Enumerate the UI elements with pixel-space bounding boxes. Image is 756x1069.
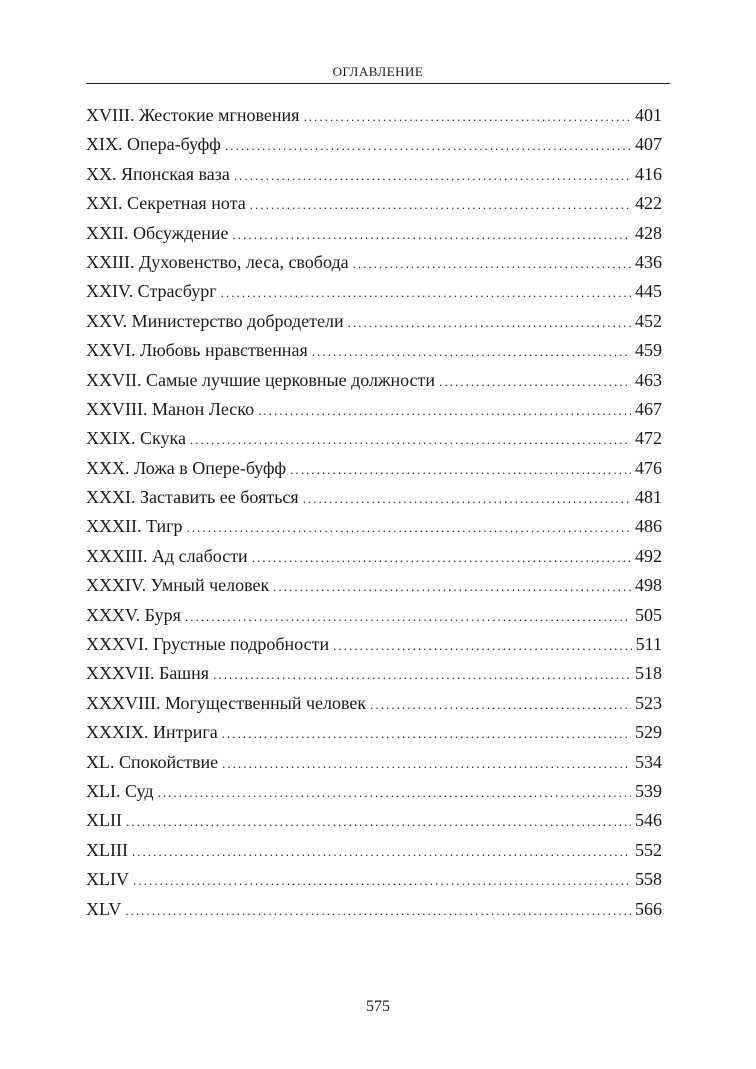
dot-leader [126,806,631,836]
toc-entry [86,395,662,424]
toc-entry-title: XLIII [86,839,128,860]
dot-leader [273,571,631,601]
toc-entry-title: XXXI. Заставить ее бояться [86,487,299,508]
dot-leader [133,865,631,895]
toc-entry-page: 436 [635,251,662,272]
dot-leader [234,160,631,190]
toc-entry-title: XXI. Секретная нота [86,193,246,214]
toc-entry [86,189,662,218]
dot-leader [233,219,632,249]
toc-entry-title: XXXIX. Интрига [86,722,218,743]
toc-entry-title: XXVI. Любовь нравственная [86,340,308,361]
toc-entry-page: 511 [635,634,662,655]
dot-leader [222,748,631,778]
dot-leader [221,277,631,307]
toc-entry-title: XLII [86,810,122,831]
toc-entry-title: XXVIII. Манон Леско [86,398,255,419]
dot-leader [370,689,631,719]
toc-entry [86,101,662,130]
toc-entry-page: 486 [635,516,662,537]
dot-leader [158,777,631,807]
toc-entry-title: XXXIV. Умный человек [86,575,270,596]
toc-entry [86,160,662,189]
toc-entry-title: XXX. Ложа в Опере-буфф [86,457,287,478]
toc-entry-page: 492 [635,545,662,566]
dot-leader [439,366,631,396]
toc-entry-page: 428 [635,222,662,243]
toc-entry [86,483,662,512]
toc-entry [86,219,662,248]
toc-entry-title: XLIV [86,869,129,890]
toc-entry-page: 416 [635,163,662,184]
toc-entry-page: 463 [635,369,662,390]
toc-entry-title: XXIII. Духовенство, леса, свобода [86,251,349,272]
toc-entry-title: XXVII. Самые лучшие церковные должности [86,369,436,390]
toc-entry-page: 529 [635,722,662,743]
page-number: 575 [366,998,390,1015]
toc-entry-title: XLV [86,898,122,919]
toc-entry [86,777,662,806]
dot-leader [303,101,631,131]
toc-entry [86,659,662,688]
toc-entry-page: 566 [635,898,662,919]
header-rule [86,83,670,84]
toc-entry-page: 498 [635,575,662,596]
toc-entry-page: 546 [635,810,662,831]
toc-entry-page: 452 [635,310,662,331]
toc-entry-title: XVIII. Жестокие мгновения [86,105,300,125]
dot-leader [252,542,631,572]
toc-entry-page: 407 [635,134,662,155]
dot-leader [185,601,631,631]
dot-leader [303,483,631,513]
toc-entry-page: 558 [635,869,662,890]
toc-entry-page: 459 [635,340,662,361]
dot-leader [353,248,631,278]
dot-leader [125,895,631,925]
toc-entry [86,336,662,365]
toc-entry-title: XXXIII. Ад слабости [86,545,248,566]
toc-entry [86,277,662,306]
toc-entry [86,512,662,541]
running-head: ОГЛАВЛЕНИЕ [332,64,424,79]
toc-entry-page: 467 [635,398,662,419]
table-of-contents [86,101,662,924]
toc-entry [86,630,662,659]
toc-entry-title: XXXVI. Грустные подробности [86,634,330,655]
dot-leader [190,424,631,454]
dot-leader [250,189,631,219]
toc-entry [86,748,662,777]
toc-entry-title: XL. Спокойствие [86,751,219,772]
toc-entry-page: 481 [635,487,662,508]
dot-leader [213,659,631,689]
toc-entry-page: 445 [635,281,662,302]
toc-entry-title: XXXVII. Башня [86,663,210,684]
toc-entry-page: 422 [635,193,662,214]
toc-entry [86,836,662,865]
toc-entry-title: XIX. Опера-буфф [86,134,221,155]
toc-entry [86,895,662,924]
dot-leader [225,130,631,160]
toc-entry-title: XXIV. Страсбург [86,281,217,302]
dot-leader [312,336,631,366]
dot-leader [333,630,632,660]
toc-entry [86,424,662,453]
toc-entry-title: XXXII. Тигр [86,516,183,537]
toc-entry [86,689,662,718]
toc-entry [86,601,662,630]
dot-leader [187,512,631,542]
toc-entry [86,571,662,600]
toc-entry [86,806,662,835]
toc-entry-title: XXXV. Буря [86,604,181,625]
toc-entry-title: XXIX. Скука [86,428,186,449]
toc-entry [86,542,662,571]
dot-leader [132,836,631,866]
toc-entry-page: 476 [635,457,662,478]
toc-entry-page: 539 [635,780,662,801]
toc-entry [86,454,662,483]
dot-leader [258,395,631,425]
toc-entry [86,130,662,159]
toc-entry-page: 552 [635,839,662,860]
toc-entry-page: 523 [635,692,662,713]
toc-entry [86,865,662,894]
toc-entry [86,248,662,277]
toc-entry-page: 534 [635,751,662,772]
toc-entry [86,307,662,336]
dot-leader [290,454,631,484]
dot-leader [222,718,631,748]
toc-entry [86,718,662,747]
toc-entry-title: XXV. Министерство добродетели [86,310,344,331]
toc-entry-title: XLI. Суд [86,780,154,801]
toc-entry-title: XXII. Обсуждение [86,222,229,243]
toc-entry [86,366,662,395]
toc-entry-page: 518 [635,663,662,684]
dot-leader [348,307,631,337]
toc-entry-page: 505 [635,604,662,625]
toc-entry-title: XX. Японская ваза [86,163,230,184]
toc-entry-page: 472 [635,428,662,449]
toc-entry-page: 401 [635,105,662,125]
toc-entry-title: XXXVIII. Могущественный человек [86,692,367,713]
